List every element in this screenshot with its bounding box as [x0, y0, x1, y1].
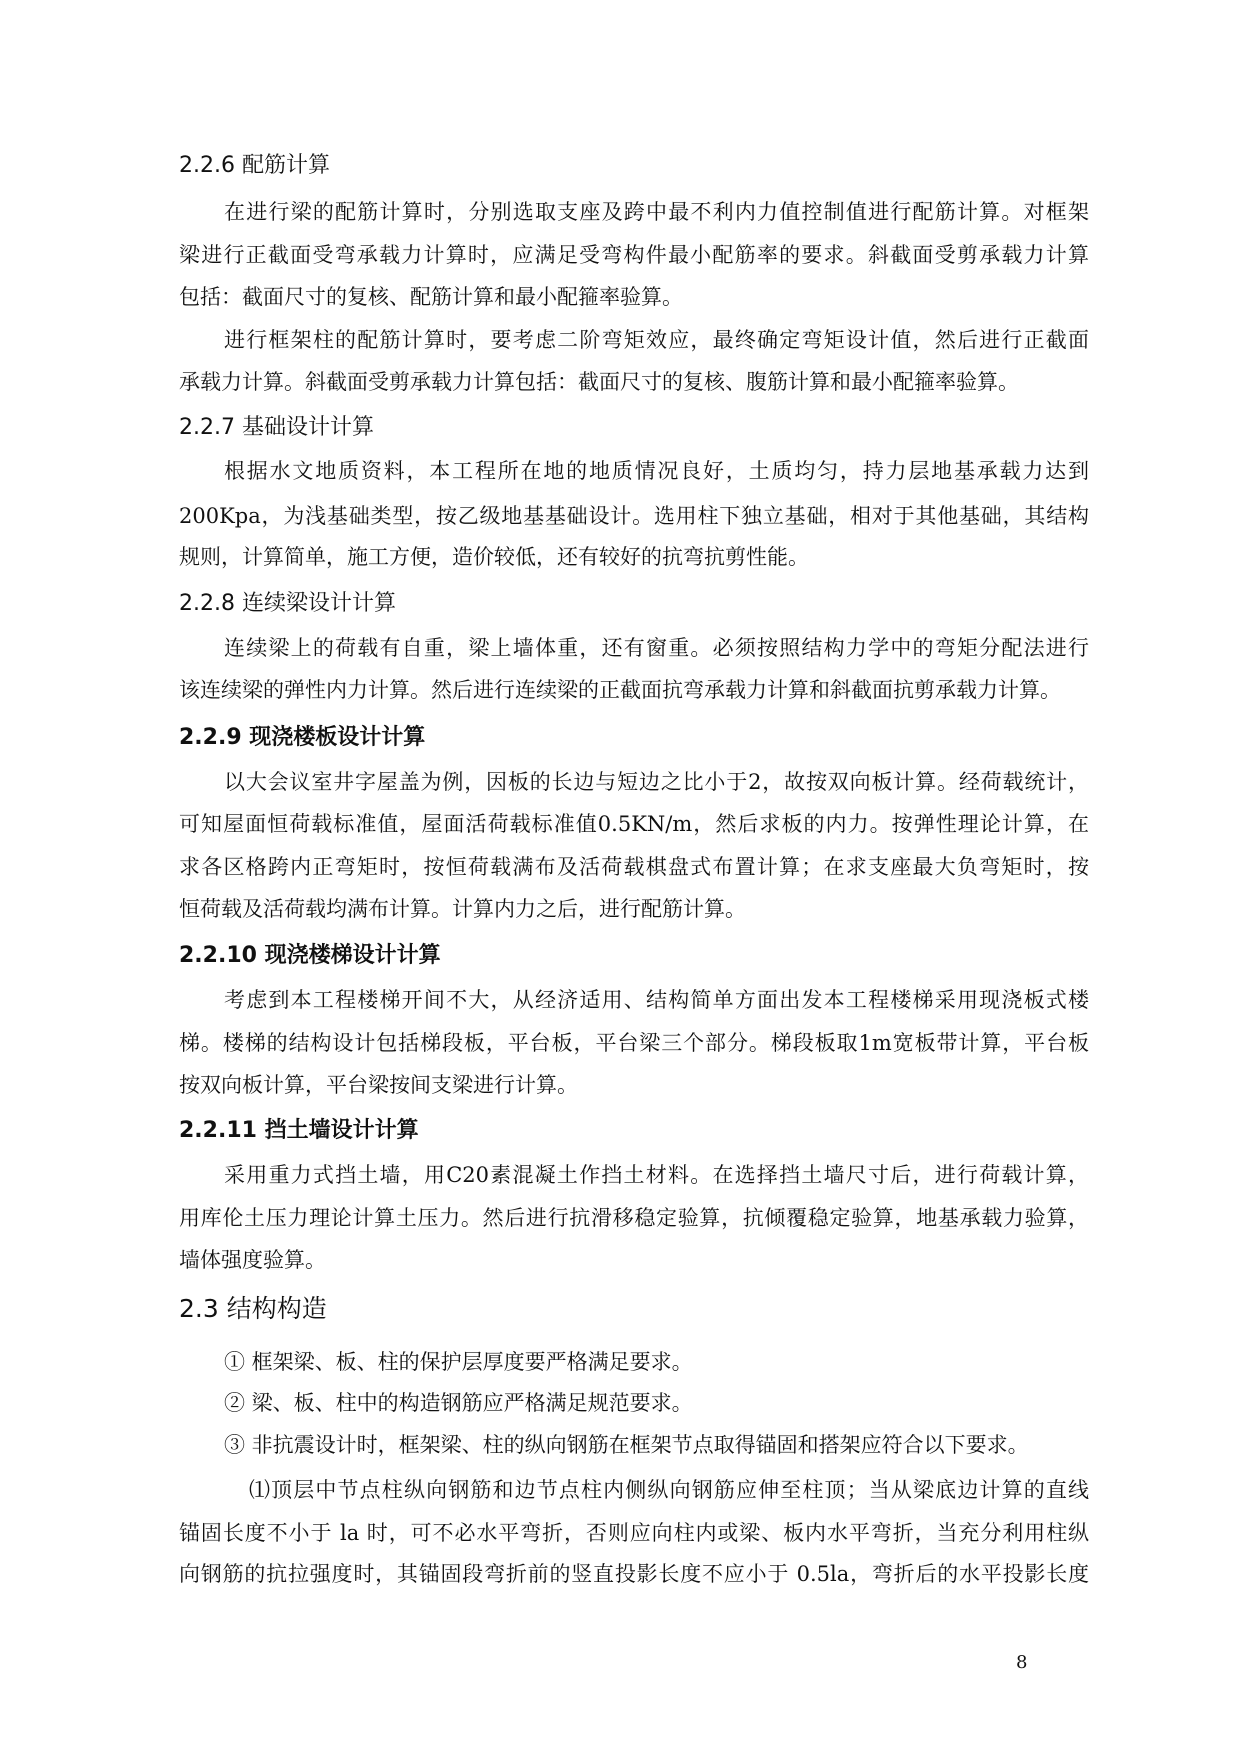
paragraph-line: 梯。楼梯的结构设计包括梯段板，平台板，平台梁三个部分。梯段板取1m宽板带计算，平台板	[179, 1031, 1089, 1055]
paragraph-line: 在进行梁的配筋计算时，分别选取支座及跨中最不利内力值控制值进行配筋计算。对框架	[224, 200, 1089, 224]
paragraph-line: 考虑到本工程楼梯开间不大，从经济适用、结构简单方面出发本工程楼梯采用现浇板式楼	[224, 988, 1089, 1012]
section-heading: 2.2.7 基础设计计算	[179, 415, 374, 440]
list-item: ③ 非抗震设计时，框架梁、柱的纵向钢筋在框架节点取得锚固和搭架应符合以下要求。	[224, 1433, 1029, 1457]
paragraph-line: 按双向板计算，平台梁按间支梁进行计算。	[179, 1073, 578, 1097]
paragraph-line: 墙体强度验算。	[179, 1248, 326, 1272]
paragraph-line: 进行框架柱的配筋计算时，要考虑二阶弯矩效应，最终确定弯矩设计值，然后进行正截面	[224, 328, 1089, 352]
section-heading: 2.2.9 现浇楼板设计计算	[179, 725, 426, 750]
paragraph-line: 向钢筋的抗拉强度时，其锚固段弯折前的竖直投影长度不应小于 0.5la，弯折后的水平投影长度	[179, 1562, 1089, 1586]
section-heading: 2.2.10 现浇楼梯设计计算	[179, 943, 441, 968]
paragraph-line: 承载力计算。斜截面受剪承载力计算包括：截面尺寸的复核、腹筋计算和最小配箍率验算。	[179, 370, 1019, 394]
section-heading: 2.3 结构构造	[179, 1294, 327, 1323]
paragraph-line: 根据水文地质资料，本工程所在地的地质情况良好，土质均匀，持力层地基承载力达到	[224, 459, 1089, 483]
section-heading: 2.2.8 连续梁设计计算	[179, 591, 396, 616]
paragraph-line: 梁进行正截面受弯承载力计算时，应满足受弯构件最小配筋率的要求。斜截面受剪承载力计算	[179, 243, 1089, 267]
list-item: ② 梁、板、柱中的构造钢筋应严格满足规范要求。	[224, 1391, 693, 1415]
paragraph-line: 用库伦土压力理论计算土压力。然后进行抗滑移稳定验算，抗倾覆稳定验算，地基承载力验算，	[179, 1206, 1089, 1230]
paragraph-line: 连续梁上的荷载有自重，梁上墙体重，还有窗重。必须按照结构力学中的弯矩分配法进行	[224, 636, 1089, 660]
paragraph-line: 规则，计算简单，施工方便，造价较低，还有较好的抗弯抗剪性能。	[179, 545, 809, 569]
paragraph-line: 采用重力式挡土墙，用C20素混凝土作挡土材料。在选择挡土墙尺寸后，进行荷载计算，	[224, 1163, 1089, 1187]
paragraph-line: 可知屋面恒荷载标准值，屋面活荷载标准值0.5KN/m，然后求板的内力。按弹性理论计算，在	[179, 812, 1089, 836]
section-heading: 2.2.11 挡土墙设计计算	[179, 1118, 419, 1143]
paragraph-line: 锚固长度不小于 la 时，可不必水平弯折，否则应向柱内或梁、板内水平弯折，当充分利用柱纵	[179, 1521, 1089, 1545]
section-heading: 2.2.6 配筋计算	[179, 153, 330, 178]
paragraph-line: 该连续梁的弹性内力计算。然后进行连续梁的正截面抗弯承载力计算和斜截面抗剪承载力计算。	[179, 678, 1061, 702]
paragraph-line: 包括：截面尺寸的复核、配筋计算和最小配箍率验算。	[179, 285, 683, 309]
paragraph-line: 恒荷载及活荷载均满布计算。计算内力之后，进行配筋计算。	[179, 897, 746, 921]
paragraph-line: ⑴顶层中节点柱纵向钢筋和边节点柱内侧纵向钢筋应伸至柱顶；当从梁底边计算的直线	[249, 1478, 1089, 1502]
paragraph-line: 以大会议室井字屋盖为例，因板的长边与短边之比小于2，故按双向板计算。经荷载统计，	[224, 770, 1089, 794]
page-number: 8	[1016, 1652, 1028, 1673]
paragraph-line: 求各区格跨内正弯矩时，按恒荷载满布及活荷载棋盘式布置计算；在求支座最大负弯矩时，按	[179, 855, 1089, 879]
paragraph-line: 200Kpa，为浅基础类型，按乙级地基基础设计。选用柱下独立基础，相对于其他基础，其结构	[179, 504, 1089, 528]
list-item: ① 框架梁、板、柱的保护层厚度要严格满足要求。	[224, 1350, 693, 1374]
